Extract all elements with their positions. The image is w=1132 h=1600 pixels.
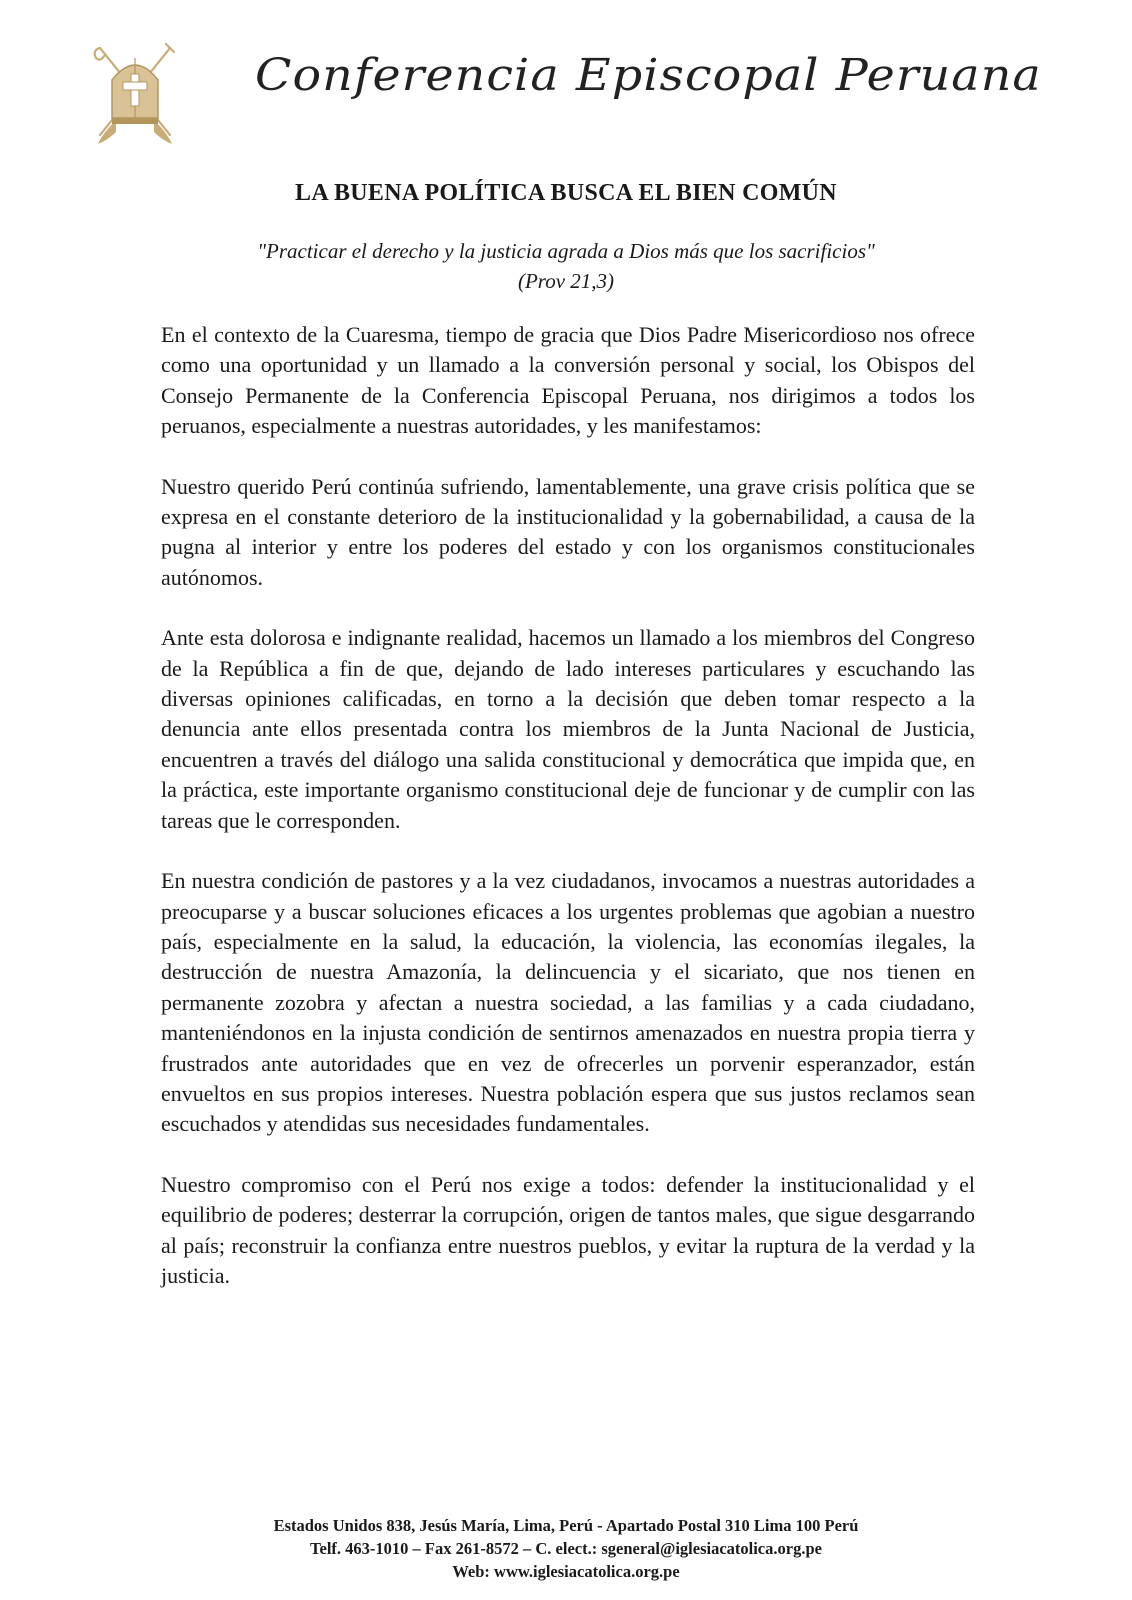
footer-phone-email: Telf. 463-1010 – Fax 261-8572 – C. elect.: sgeneral@iglesiacatolica.org.pe bbox=[310, 1539, 822, 1558]
letterhead bbox=[90, 40, 1040, 150]
epigraph-reference: (Prov 21,3) bbox=[517, 269, 615, 293]
epigraph bbox=[0, 236, 1132, 296]
footer-contact bbox=[0, 1514, 1132, 1583]
epigraph-text: "Practicar el derecho y la justicia agrada a Dios más que los sacrificios" bbox=[257, 239, 875, 263]
paragraph: Nuestro querido Perú continúa sufriendo, lamentablemente, una grave crisis política que se expresa en el constante deterioro de la institucionalidad y la gobernabilidad, a causa de la pugna al interior y entre los poderes del estado y con los organismos constitucionales autónomos. bbox=[161, 473, 975, 590]
episcopal-mitre-crest-icon bbox=[90, 40, 180, 150]
paragraph: En el contexto de la Cuaresma, tiempo de gracia que Dios Padre Misericordioso nos ofrece como una oportunidad y un llamado a la conversión personal y social, los Obispos del Consejo Permanente de la Conferencia Episcopal Peruana, nos dirigimos a todos los peruanos, especialmente a nuestras autoridades, y les manifestamos: bbox=[161, 322, 975, 439]
footer-address: Estados Unidos 838, Jesús María, Lima, Perú - Apartado Postal 310 Lima 100 Perú bbox=[273, 1516, 859, 1535]
paragraph: En nuestra condición de pastores y a la vez ciudadanos, invocamos a nuestras autoridades a preocuparse y a buscar soluciones eficaces a los urgentes problemas que agobian a nuestro país, especialmente en la salud, la educación, la violencia, las economías ilegales, la destrucción de nuestra Amazonía, la delincuencia y el sicariato, que nos tienen en permanente zozobra y afectan a nuestra sociedad, a las familias y a cada ciudadano, manteniéndonos en la injusta condición de sentirnos amenazados en nuestra propia tierra y frustrados ante autoridades que en vez de ofrecerles un porvenir esperanzador, están envueltos en sus propios intereses. Nuestra población espera que sus justos reclamos sean escuchados y atendidas sus necesidades fundamentales. bbox=[161, 868, 975, 1137]
footer-website: Web: www.iglesiacatolica.org.pe bbox=[452, 1562, 680, 1581]
letter-body bbox=[161, 320, 975, 1321]
paragraph: Nuestro compromiso con el Perú nos exige a todos: defender la institucionalidad y el equilibrio de poderes; desterrar la corrupción, origen de tantos males, que sigue desgarrando al país; reconstruir la confianza entre nuestros pueblos, y evitar la ruptura de la verdad y la justicia. bbox=[161, 1171, 975, 1288]
document-title: LA BUENA POLÍTICA BUSCA EL BIEN COMÚN bbox=[295, 180, 837, 206]
paragraph: Ante esta dolorosa e indignante realidad, hacemos un llamado a los miembros del Congreso de la República a fin de que, dejando de lado intereses particulares y escuchando las diversas opiniones calificadas, en torno a la decisión que deben tomar respecto a la denuncia ante ellos presentada contra los miembros de la Junta Nacional de Justicia, encuentren a través del diálogo una salida constitucional y democrática que impida que, en la práctica, este importante organismo constitucional deje de funcionar y de cumplir con las tareas que le corresponden. bbox=[161, 625, 975, 833]
organization-name: Conferencia Episcopal Peruana bbox=[255, 50, 1042, 101]
